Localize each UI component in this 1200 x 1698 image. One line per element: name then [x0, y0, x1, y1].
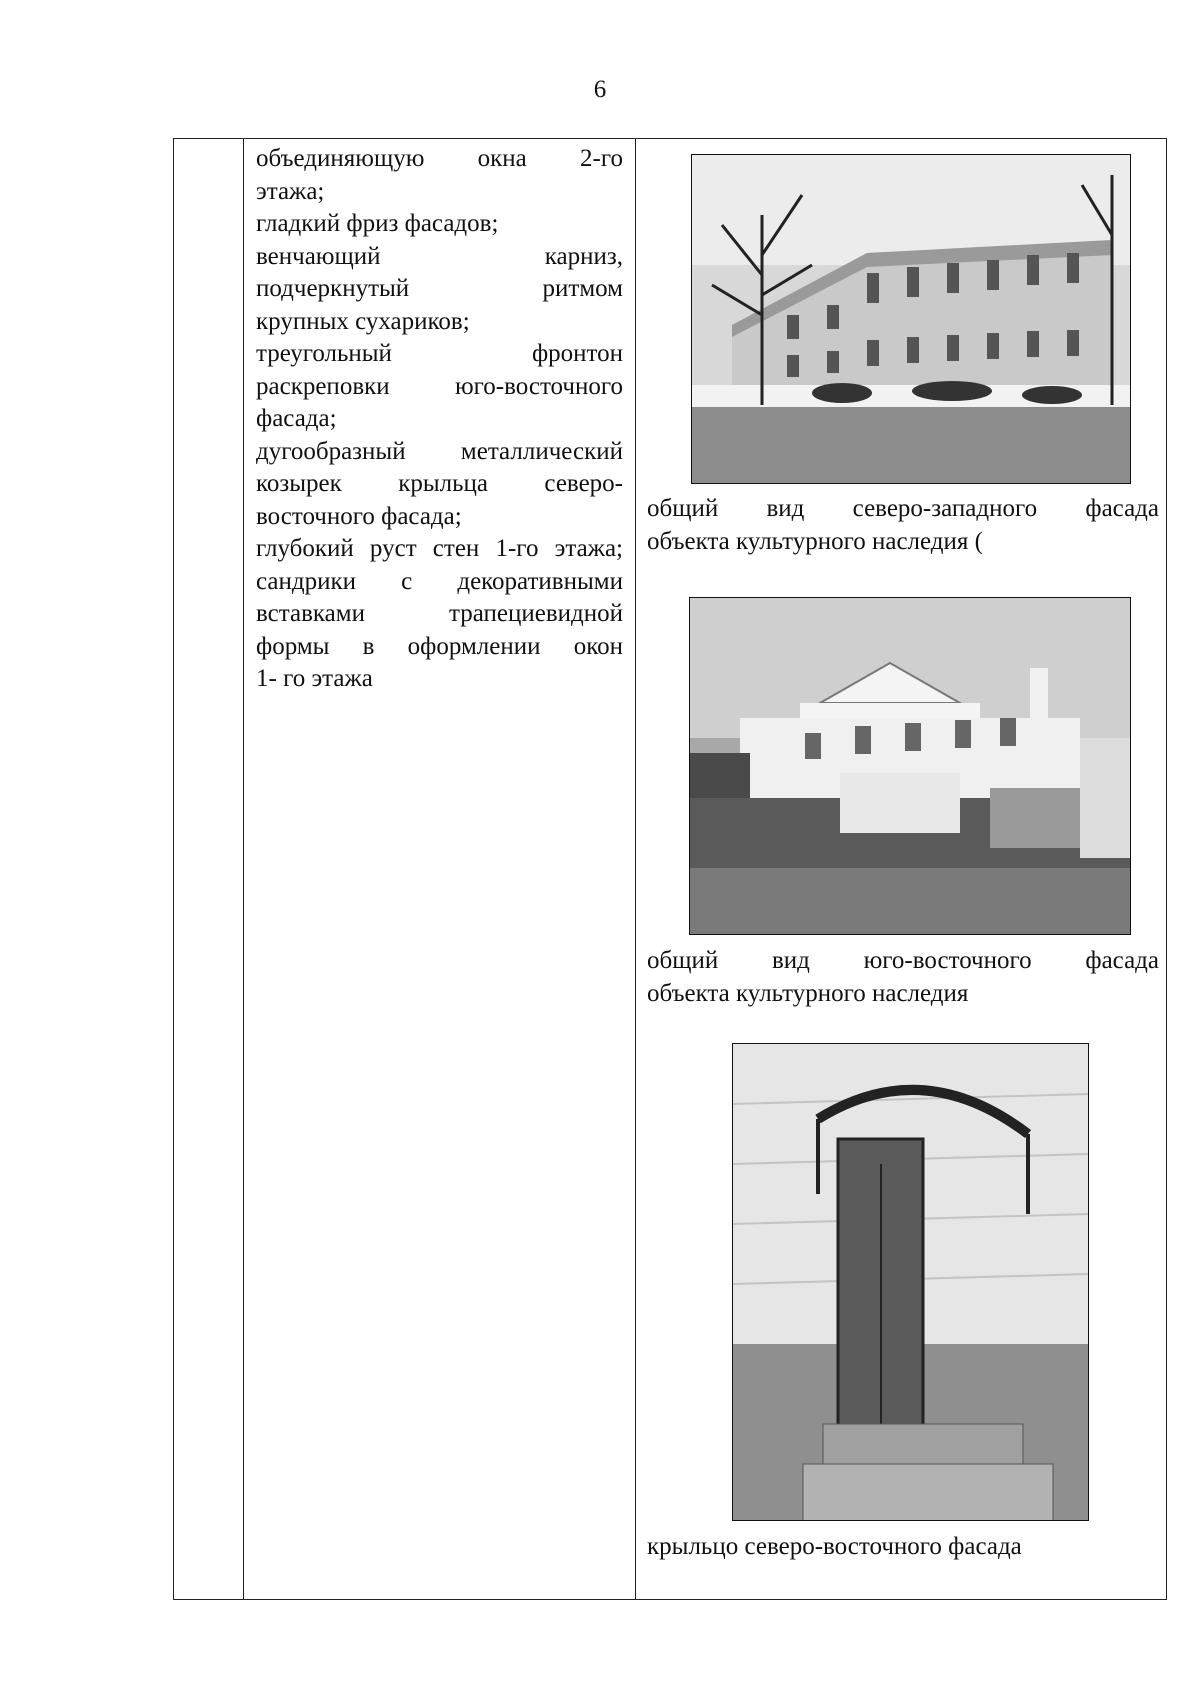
- column-divider: [635, 139, 636, 1599]
- photo-caption: [647, 1531, 1159, 1564]
- column-divider: [243, 139, 244, 1599]
- description-line: вставками трапециевидной: [256, 600, 623, 627]
- description-line: крупных сухариков;: [256, 307, 470, 335]
- photo-caption: [647, 493, 1159, 558]
- description-line: козырек крыльца северо-: [256, 470, 623, 497]
- description-line: формы в оформлении окон: [256, 632, 623, 660]
- page-number: 6: [593, 76, 607, 103]
- description-line: глубокий руст стен 1-го этажа;: [256, 535, 623, 562]
- caption-line: объекта культурного наследия (: [647, 527, 983, 555]
- description-line: восточного фасада;: [256, 502, 462, 530]
- caption-line: общий вид юго-восточного фасада: [647, 947, 1159, 974]
- caption-line: объекта культурного наследия: [647, 979, 969, 1007]
- elements-description-cell: [256, 143, 623, 696]
- building-northwest-facade-photo: [691, 154, 1131, 484]
- description-line: сандрики с декоративными: [256, 567, 623, 595]
- description-line: 1- го этажа: [256, 665, 373, 692]
- caption-line: общий вид северо-западного фасада: [647, 495, 1159, 522]
- description-line: венчающий карниз,: [256, 242, 623, 270]
- porch-northeast-facade-photo: [732, 1043, 1089, 1521]
- description-line: треугольный фронтон: [256, 340, 623, 367]
- document-table: [173, 138, 1167, 1600]
- description-line: этажа;: [256, 177, 325, 205]
- description-line: фасада;: [256, 405, 337, 432]
- description-line: гладкий фриз фасадов;: [256, 210, 499, 237]
- description-line: дугообразный металлический: [256, 437, 623, 465]
- photo-caption: [647, 945, 1159, 1010]
- caption-line: крыльцо северо-восточного фасада: [647, 1533, 1022, 1560]
- description-line: объединяющую окна 2-го: [256, 145, 623, 172]
- description-line: подчеркнутый ритмом: [256, 275, 623, 302]
- building-southeast-facade-photo: [689, 597, 1131, 935]
- description-line: раскреповки юго-восточного: [256, 372, 623, 400]
